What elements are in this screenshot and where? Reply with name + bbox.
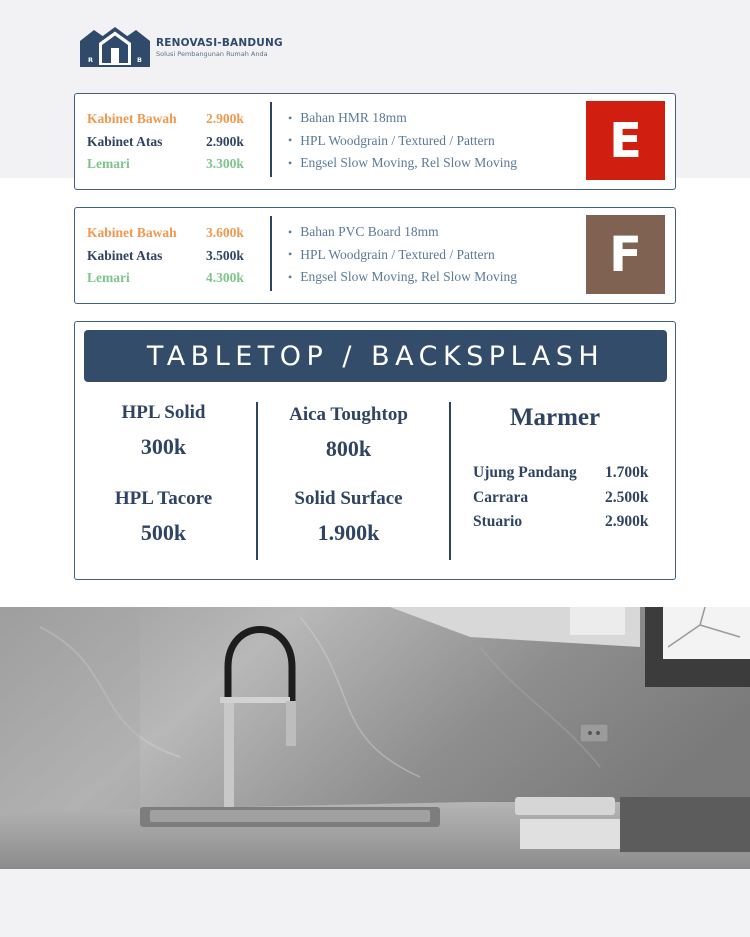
marmer-price: 1.700k [605, 464, 649, 482]
tabletop-item-solid-surface [261, 488, 436, 546]
bullet-icon: • [288, 224, 293, 239]
item-price: 1.900k [317, 520, 380, 545]
marmer-row [473, 510, 649, 535]
item-name: HPL Solid [121, 402, 206, 423]
price-value: 2.900k [206, 111, 244, 127]
feature-item [288, 107, 517, 130]
feature-list [288, 107, 517, 175]
column-divider [256, 402, 258, 560]
price-value: 3.500k [206, 247, 244, 263]
price-value: 3.300k [206, 156, 244, 172]
marmer-title: Marmer [509, 404, 601, 431]
feature-text: HPL Woodgrain / Textured / Pattern [300, 132, 495, 148]
marmer-price: 2.900k [605, 513, 649, 531]
feature-item [288, 130, 517, 153]
feature-item [288, 152, 517, 175]
logo-text [156, 37, 283, 58]
tabletop-item-hpl-solid [76, 402, 251, 460]
bullet-icon: • [288, 110, 293, 125]
logo-initial-b: B [137, 56, 142, 64]
item-name: Solid Surface [294, 488, 403, 509]
brand-tagline: Solusi Pembangunan Rumah Anda [156, 49, 268, 58]
feature-text: Engsel Slow Moving, Rel Slow Moving [300, 155, 517, 171]
marmer-name: Ujung Pandang [473, 464, 577, 482]
bullet-icon: • [288, 155, 293, 170]
price-label: Kabinet Bawah [87, 111, 177, 127]
marmer-name: Carrara [473, 488, 529, 506]
price-row-lemari [87, 153, 266, 176]
marmer-name: Stuario [473, 513, 523, 531]
tabletop-title-banner: TABLETOP / BACKSPLASH [84, 330, 667, 382]
price-value: 2.900k [206, 133, 244, 149]
column-divider [449, 402, 451, 560]
logo-initial-r: R [88, 56, 94, 64]
brand-logo[interactable] [80, 27, 283, 67]
tabletop-section [74, 321, 676, 580]
marmer-price-list [473, 461, 649, 535]
bullet-icon: • [288, 247, 293, 262]
bottom-background-band [0, 868, 750, 937]
brand-name: RENOVASI-BANDUNG [156, 36, 283, 49]
price-value: 4.300k [206, 270, 244, 286]
price-label: Lemari [87, 156, 130, 172]
package-badge-f: F [586, 215, 665, 294]
tabletop-item-hpl-tacore [76, 488, 251, 546]
price-value: 3.600k [206, 225, 244, 241]
tabletop-item-aica-toughtop [261, 404, 436, 462]
price-row-kabinet-bawah [87, 108, 266, 131]
feature-item [288, 221, 517, 244]
bullet-icon: • [288, 133, 293, 148]
price-label: Kabinet Bawah [87, 225, 177, 241]
price-row-kabinet-atas [87, 245, 266, 268]
kitchen-photo [0, 607, 750, 869]
item-price: 300k [140, 434, 187, 459]
package-card-f [74, 207, 676, 304]
bullet-icon: • [288, 269, 293, 284]
item-price: 500k [140, 520, 187, 545]
price-row-lemari [87, 267, 266, 290]
item-price: 800k [325, 436, 372, 461]
item-name: HPL Tacore [114, 488, 213, 509]
marmer-row [473, 461, 649, 486]
feature-item [288, 266, 517, 289]
price-list [87, 108, 266, 176]
feature-item [288, 244, 517, 267]
price-label: Kabinet Atas [87, 247, 163, 263]
item-name: Aica Toughtop [289, 404, 408, 425]
house-logo-icon [80, 27, 150, 67]
package-badge-e: E [586, 101, 665, 180]
price-label: Kabinet Atas [87, 133, 163, 149]
price-row-kabinet-atas [87, 131, 266, 154]
feature-text: Bahan PVC Board 18mm [300, 224, 439, 240]
price-row-kabinet-bawah [87, 222, 266, 245]
feature-text: HPL Woodgrain / Textured / Pattern [300, 246, 495, 262]
card-divider [270, 216, 272, 291]
price-list [87, 222, 266, 290]
feature-list [288, 221, 517, 289]
marmer-row [473, 486, 649, 511]
feature-text: Engsel Slow Moving, Rel Slow Moving [300, 269, 517, 285]
card-divider [270, 102, 272, 177]
package-card-e [74, 93, 676, 190]
price-label: Lemari [87, 270, 130, 286]
marmer-price: 2.500k [605, 488, 649, 506]
feature-text: Bahan HMR 18mm [300, 110, 407, 126]
